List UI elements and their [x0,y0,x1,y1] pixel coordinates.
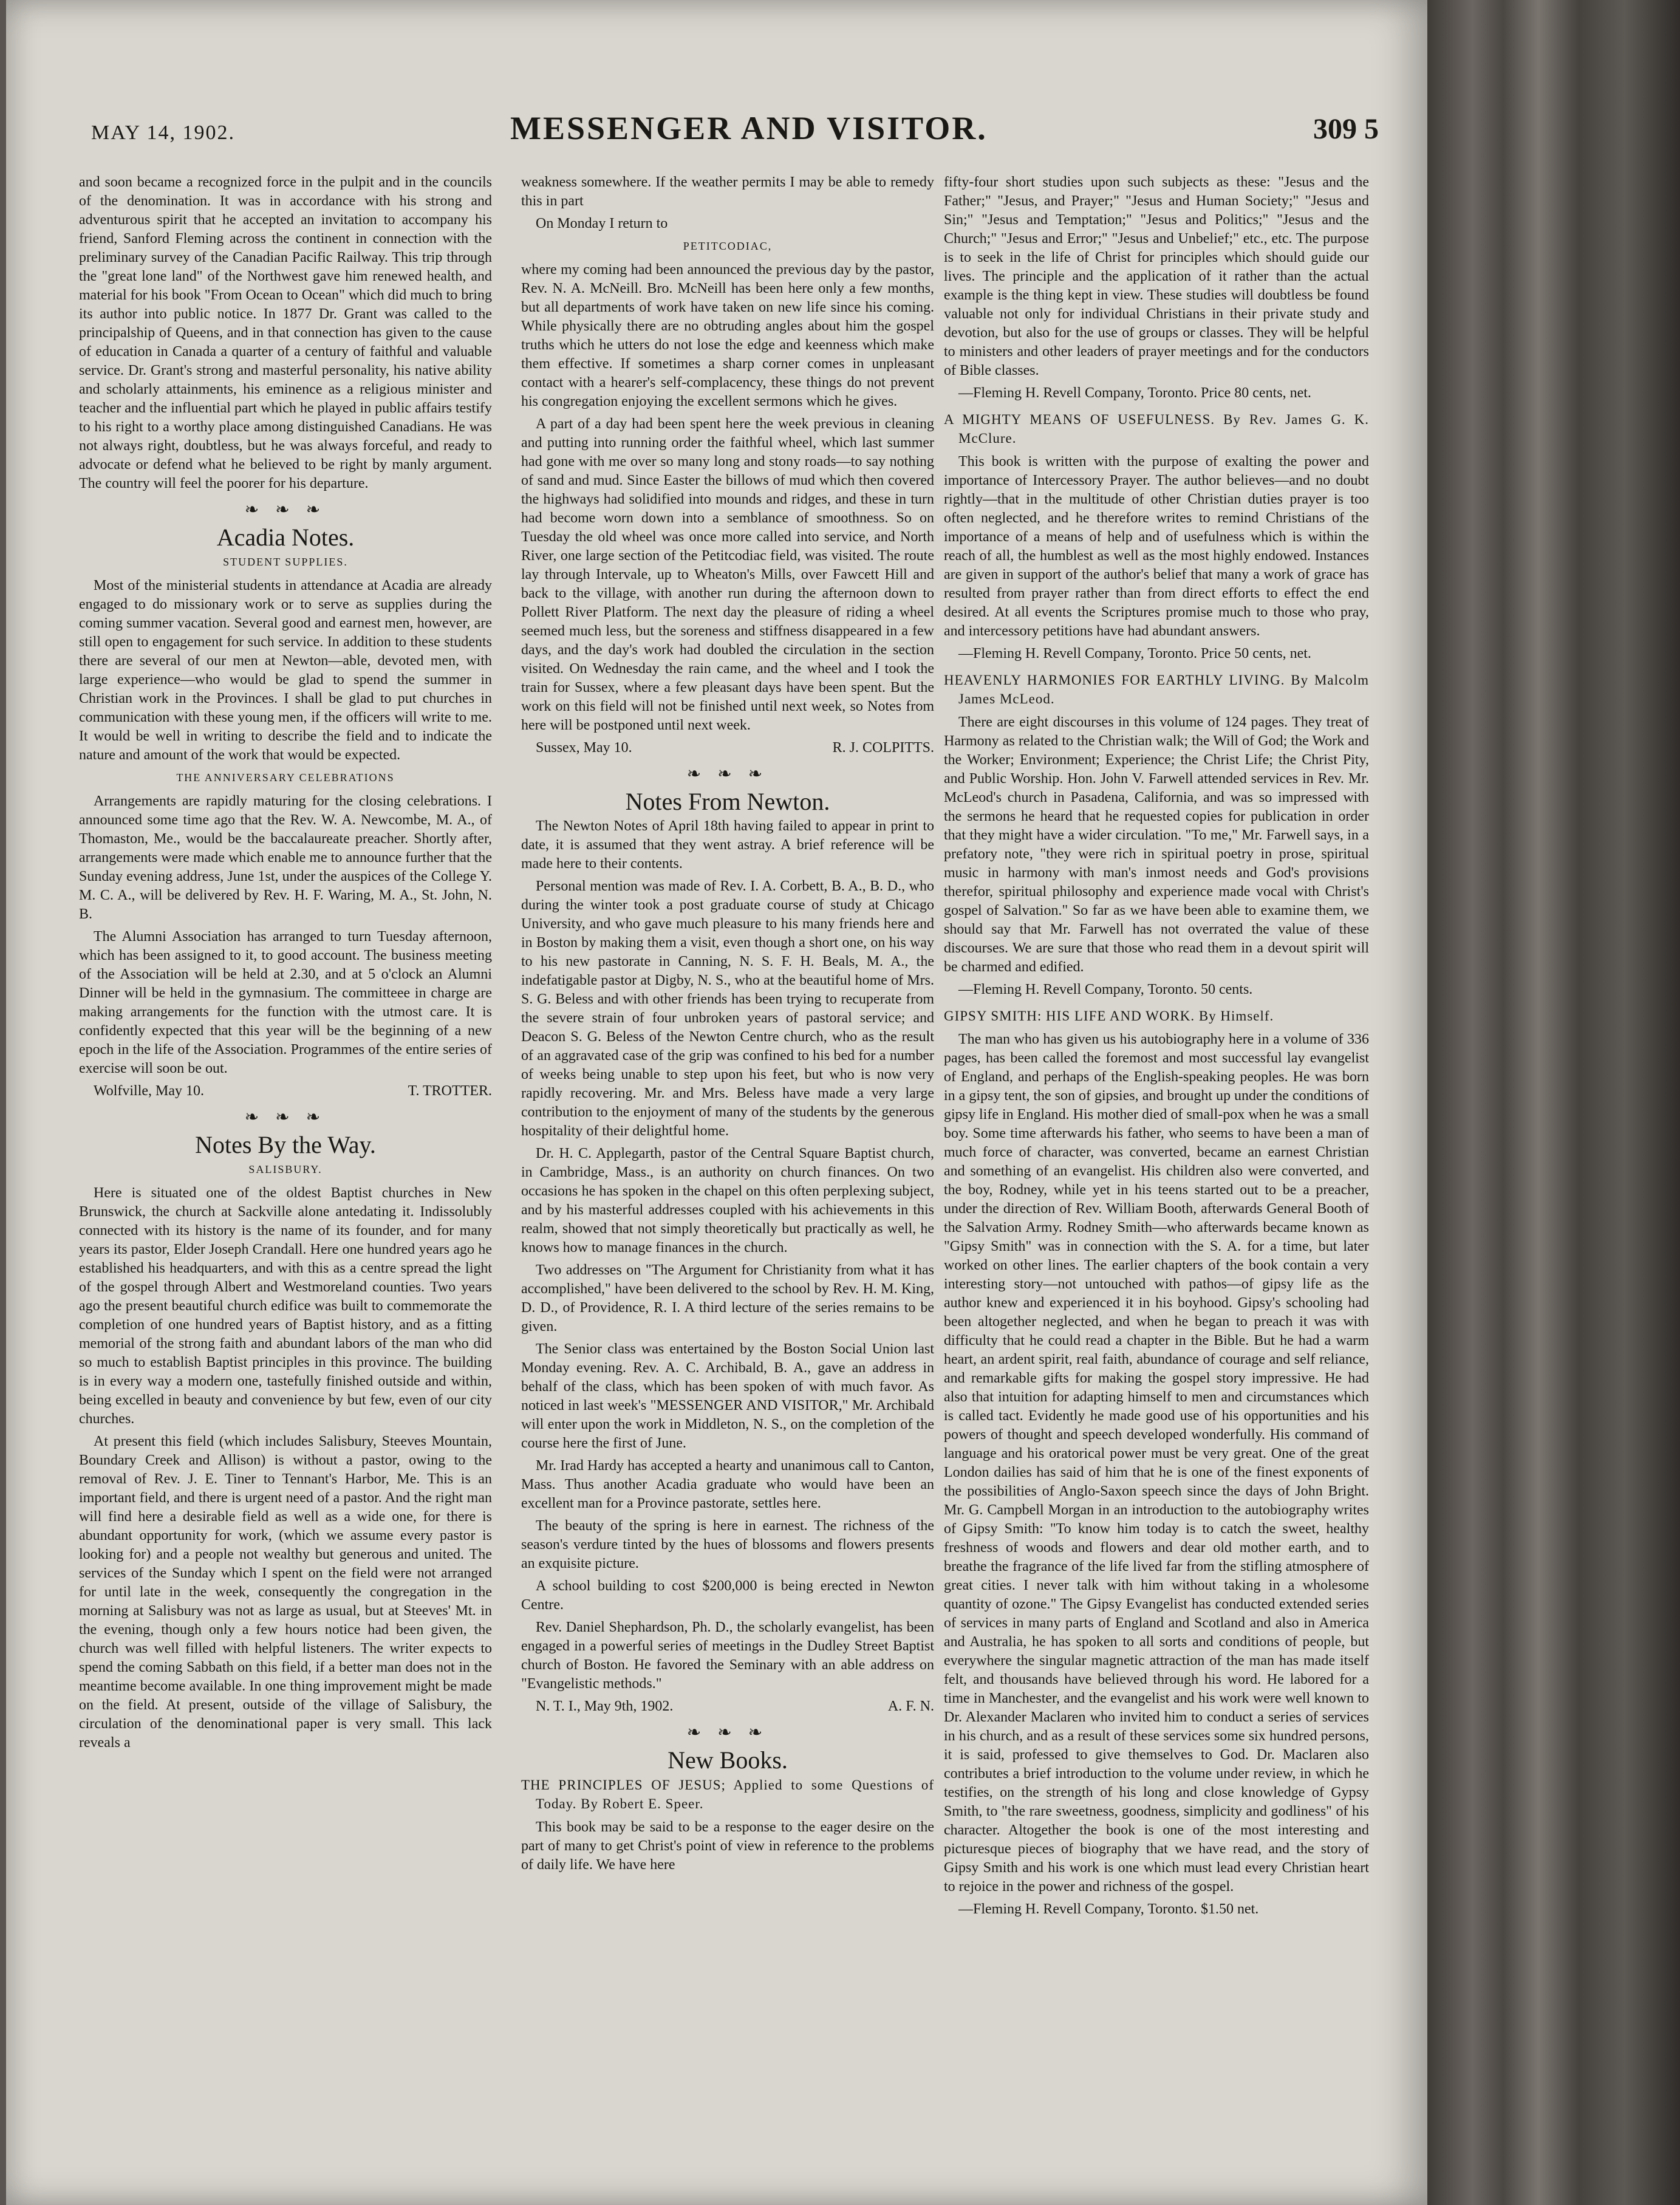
paragraph: fifty-four short studies upon such subjects as these: "Jesus and the Father;" "Jesus, and Prayer;" "Jesus and Human Society;" "Jesus and Sin;" "Jesus and Temptation;" "Jesus and Politics;" "Jesus and the Church;" "Jesus and Error;" "Jesus and Unbelief;" etc., etc. The purpose is to seek in the life of Christ for principles which should guide our lives. The principle and the application of it rather than the actual example is the thing kept in view. These studies will doubtless be found valuable not only for individual Christians in their private study and devotion, but also for the use of groups or classes. They will be helpful to ministers and other leaders of prayer meetings and for the conductors of Bible classes. [944,174,1369,378]
subheading-anniversary: THE ANNIVERSARY CELEBRATIONS [176,771,395,784]
subheading-salisbury: SALISBURY. [248,1163,323,1175]
publisher-credit: —Fleming H. Revell Company, Toronto. $1.50 net. [958,1901,1259,1917]
book-title: THE PRINCIPLES OF JESUS; Applied to some Questions of Today. By Robert E. Speer. [521,1777,934,1811]
section-heading-new-books: New Books. [668,1746,788,1774]
paragraph: weakness somewhere. If the weather permits I may be able to remedy this in part [521,174,934,209]
book-title: A MIGHTY MEANS OF USEFULNESS. By Rev. James G. K. McClure. [944,412,1369,446]
paragraph: Two addresses on "The Argument for Christianity from what it has accomplished," have been delivered to the school by Rev. H. M. King, D. D., of Providence, R. I. A third lecture of the series remains to be given. [521,1262,934,1335]
column-2 [521,173,934,1878]
signature-line [521,1697,934,1716]
book-title: GIPSY SMITH: HIS LIFE AND WORK. By Himself. [944,1008,1274,1024]
newspaper-page [6,0,1427,2205]
signature-line [521,739,934,757]
section-heading-notes-by-the-way: Notes By the Way. [195,1131,376,1158]
column-3 [944,173,1369,1926]
paragraph: There are eight discourses in this volume of 124 pages. They treat of Harmony as related to the Christian walk; the Will of God; the Work and the Worker; Environment; Experience; the Christ Life; the Christ Pity, and Public Worship. Hon. John V. Farwell attended services in Rev. Mr. McLeod's church in Pasadena, California, and was so impressed with the sermons he heard that he requested copies for publication in order that they might have a wider circulation. "To me," Mr. Farwell says, in a prefatory note, "they were rich in spiritual poetry in prose, spiritual music in harmony with man's inmost needs and God's provisions therefor, spiritual philosophy and experience made vocal with Christ's gospel of Salvation." So far as we have been able to examine them, we should say that Mr. Farwell has not overrated the value of these discourses. We are sure that those who read them in a devout spirit will be charmed and edified. [944,714,1369,975]
signature-place: Wolfville, May 10. [94,1083,205,1099]
column-1 [79,173,492,1756]
subheading-petitcodiac: PETITCODIAC, [683,240,773,252]
section-ornament: ❧ ❧ ❧ [244,501,327,519]
paragraph: Dr. H. C. Applegarth, pastor of the Central Square Baptist church, in Cambridge, Mass., is an authority on church finances. On two occasions he has spoken in the chapel on this often perplexing subject, and by his masterful addresses coupled with his achievements in this realm, showed that not simply theoretically but practically as well, he knows how to manage finances in the church. [521,1146,934,1256]
section-ornament: ❧ ❧ ❧ [686,1723,769,1742]
publisher-credit: —Fleming H. Revell Company, Toronto. Price 80 cents, net. [958,385,1311,401]
section-heading-acadia-notes: Acadia Notes. [216,524,355,551]
signature-author: R. J. COLPITTS. [832,740,934,756]
paragraph: The Senior class was entertained by the Boston Social Union last Monday evening. Rev. A. C. Archibald, B. A., gave an address in behalf of the class, which has been spoken of with much favor. As noticed in last week's "MESSENGER AND VISITOR," Mr. Archibald will enter upon the work in Middleton, N. S., on the completion of the course here the first of June. [521,1341,934,1451]
paragraph: Rev. Daniel Shephardson, Ph. D., the scholarly evangelist, has been engaged in a powerful series of meetings in the Dudley Street Baptist church of Boston. He favored the Seminary with an able address on "Evangelistic methods." [521,1619,934,1692]
paragraph: Mr. Irad Hardy has accepted a hearty and unanimous call to Canton, Mass. Thus another Acadia graduate who would have been an excellent man for a Province pastorate, settles here. [521,1458,934,1511]
signature-line [79,1082,492,1101]
section-ornament: ❧ ❧ ❧ [244,1108,327,1127]
signature-author: A. F. N. [887,1698,934,1714]
paragraph: Most of the ministerial students in attendance at Acadia are already engaged to do missionary work or to serve as supplies during the coming summer vacation. Several good and earnest men, however, are still open to engagement for such service. In addition to these students there are several of our men at Newton—able, devoted men, with large experience—who would be glad to spend the summer in Christian work in the Provinces. I shall be glad to put churches in communication with these young men, if the officers will write to me. It would be well in writing to describe the field and to indicate the nature and amount of the work that would be expected. [79,578,492,763]
paragraph: The Newton Notes of April 18th having failed to appear in print to date, it is assumed that they went astray. A brief reference will be made here to their contents. [521,818,934,872]
paragraph: The man who has given us his autobiography here in a volume of 336 pages, has been called the foremost and most successful lay evangelist of England, and perhaps of the English-speaking peoples. He was born in a gipsy tent, the son of gipsies, and brought up under the conditions of gipsy life in England. His mother died of small-pox when he was a small boy. Some time afterwards his father, who seems to have been a man of much force of character, was converted, became an earnest Christian and something of an evangelist. His children also were converted, and the boy, Rodney, while yet in his teens started out to be a preacher, under the direction of Rev. William Booth, afterwards General Booth of the Salvation Army. Rodney Smith—who afterwards became known as "Gipsy Smith" was in connection with the S. A. for a time, but later worked on other lines. The earlier chapters of the book contain a very interesting story—not untouched with pathos—of gipsy life as the author knew and experienced it in his boyhood. Gipsy's schooling had been altogether neglected, and when he began to preach it was with difficulty that he could read a chapter in the Bible. But he had a warm heart, an ardent spirit, real faith, abundance of courage and self reliance, and remarkable gifts for making the gospel story impressive. He had also that intuition for adapting himself to men and circumstances which is called tact. Evidently he made good use of his opportunities and his powers of thought and speech developed wonderfully. His command of language and his oratorical power must be very great. One of the great London dailies has said of him that he is one of the finest exponents of the possibilities of Anglo-Saxon speech since the days of John Bright. Mr. G. Campbell Morgan in an introduction to the autobiography writes of Gipsy Smith: "To know him today is to catch the sweet, healthy freshness of woods and flowers and dear old mother earth, and to breathe the fragrance of the life lived far from the stifling atmosphere of great cities. I never talk with him without taking in a wholesome quantity of ozone." The Gipsy Evangelist has conducted extended series of services in many parts of England and Scotland and also in America and Australia, he has spoken to all sorts and conditions of people, but everywhere the singular magnetic attraction of the man has made itself felt, and thousands have believed through his word. He labored for a time in Manchester, and the evangelist and his work were well known to Dr. Alexander Maclaren who invited him to conduct a series of services in his church, and as a result of these services some six hundred persons, it is said, professed to give themselves to God. Dr. Maclaren also contributes a brief introduction to the volume under review, in which he testifies, on the strength of his long and close knowledge of Gypsy Smith, to "the rare sweetness, goodness, simplicity and godliness" of his character. Altogether the book is one of the most interesting and picturesque pieces of biography that we have read, and the story of Gipsy Smith and his work is one which must lead every Christian heart to rejoice in the power and richness of the gospel. [944,1031,1369,1895]
paragraph: The Alumni Association has arranged to turn Tuesday afternoon, which has been assigned to it, to good account. The business meeting of the Association will be held at 2.30, and at 5 o'clock an Alumni Dinner will be held in the gymnasium. The committeee in charge are making arrangements for the function with the utmost care. It is confidently expected that this year will be the beginning of a new epoch in the life of the Association. Programmes of the entire series of exercise will soon be out. [79,929,492,1076]
paragraph: At present this field (which includes Salisbury, Steeves Mountain, Boundary Creek and Allison) is without a pastor, owing to the removal of Rev. J. E. Tiner to Tennant's Harbor, Me. This is an important field, and there is urgent need of a pastor. And the right man will find here a desirable field as well as a wide one, for there is abundant opportunity for work, (which we assume every pastor is looking for) and a people not wealthy but generous and united. The services of the Sunday which I spent on the field were not arranged for until late in the week, consequently the congregation in the morning at Salisbury was not as large as usual, but at Steeves' Mt. in the evening, though only a few hours notice had been given, the church was well filled with helpful listeners. The writer expects to spend the coming Sabbath on this field, if a better man does not in the meantime become available. In one thing improvement might be made on the field. At present, outside of the village of Salisbury, the circulation of the denominational paper is very small. This lack reveals a [79,1434,492,1751]
publisher-credit: —Fleming H. Revell Company, Toronto. 50 cents. [958,982,1253,997]
paragraph: A part of a day had been spent here the week previous in cleaning and putting into running order the faithful wheel, which last summer had gone with me over so many long and stony roads—to say nothing of sand and mud. Since Easter the billows of mud which then covered the highways had solidified into mounds and ridges, and these in turn had become worn down into a semblance of smoothness. So on Tuesday the old wheel was once more called into service, and North River, one large section of the Petitcodiac field, was visited. The route lay through Intervale, up to Wheaton's Mills, over Fawcett Hill and back to the village, with another run during the afternoon down to Pollett River Platform. The next day the pleasure of riding a wheel seemed much less, but the soreness and stiffness disappeared in a few days, and the day's work had doubled the circulation in the section visited. On Wednesday the rain came, and the wheel and I took the train for Sussex, where a few pleasant days have been spent. But the work on this field will not be finished until next week, so Notes from here will be postponed until next week. [521,416,934,733]
paragraph: A school building to cost $200,000 is being erected in Newton Centre. [521,1578,934,1613]
book-page-edge [1427,0,1680,2205]
masthead-title: MESSENGER AND VISITOR. [510,110,988,146]
signature-place: Sussex, May 10. [536,740,632,756]
book-title: HEAVENLY HARMONIES FOR EARTHLY LIVING. By Malcolm James McLeod. [944,672,1369,706]
paragraph: where my coming had been announced the previous day by the pastor, Rev. N. A. McNeill. Bro. McNeill has been here only a few months, but all departments of work have taken on new life since his coming. While physically there are no obtruding angles about him the gospel truths which he utters do not lose the edge and keenness which make them effective. If sometimes a sharp corner comes in unpleasant contact with a hearer's self-complacency, these things do not prevent his congregation enjoying the excellent sermons which he gives. [521,262,934,409]
issue-date: MAY 14, 1902. [91,121,235,144]
section-heading-notes-from-newton: Notes From Newton. [625,788,830,815]
paragraph: Here is situated one of the oldest Baptist churches in New Brunswick, the church at Sackville alone antedating it. Indissolubly connected with its history is the name of its founder, and for many years its pastor, Elder Joseph Crandall. Here one hundred years ago he established his headquarters, and with this as a centre spread the light of the gospel through Albert and Westmoreland counties. Two years ago the present beautiful church edifice was built to commemorate the completion of one hundred years of Baptist history, and as a fitting memorial of the strong faith and abundant labors of the man who did so much to establish Baptist principles in this province. The building is in every way a modern one, tastefully finished outside and within, being excelled in beauty and convenience by but few, even of our city churches. [79,1185,492,1427]
publisher-credit: —Fleming H. Revell Company, Toronto. Price 50 cents, net. [958,646,1311,662]
paragraph: This book is written with the purpose of exalting the power and importance of Intercessory Prayer. The author believes—and no doubt rightly—that in the multitude of other Christian duties prayer is too often neglected, and he therefore writes to remind Christians of the importance of a means of help and of usefulness which is within the reach of all, the humblest as well as the most highly endowed. Instances are given in support of the author's belief that many a work of grace has resulted from prayer rather than from direct efforts to effect the end desired. At all events the Scriptures promise much to those who pray, and intercessory petitions have had abundant answers. [944,454,1369,639]
subheading-student-supplies: STUDENT SUPPLIES. [223,556,348,568]
paragraph: Arrangements are rapidly maturing for the closing celebrations. I announced some time ago that the Rev. W. A. Newcombe, M. A., of Thomaston, Me., would be the baccalaureate preacher. Shortly after, arrangements were made which enable me to announce further that the Sunday evening address, June 1st, under the auspices of the College Y. M. C. A., will be delivered by Rev. H. F. Waring, M. A., St. John, N. B. [79,793,492,922]
signature-author: T. TROTTER. [408,1083,492,1099]
paragraph: The beauty of the spring is here in earnest. The richness of the season's verdure tinted by the hues of blossoms and flowers presents an exquisite picture. [521,1518,934,1571]
paragraph: On Monday I return to [536,216,668,231]
paragraph: and soon became a recognized force in the pulpit and in the councils of the denomination. It was in accordance with his strong and adventurous spirit that he accepted an invitation to accompany his friend, Sanford Fleming across the continent in connection with the preliminary survey of the Canadian Pacific Railway. This trip through the "great lone land" of the Northwest gave him renewed health, and material for his book "From Ocean to Ocean" which did much to bring its author into public notice. In 1877 Dr. Grant was called to the principalship of Queens, and in that connection has given to the cause of education in Canada a quarter of a century of faithful and valuable service. Dr. Grant's strong and masterful personality, his native ability and scholarly attainments, his eminence as a religious minister and teacher and the influential part which he played in public affairs testify to his right to a worthy place among distinguished Canadians. He was not always right, doubtless, but he was always forceful, and ready to advocate or defend what he believed to be right by manly argument. The country will feel the poorer for his departure. [79,174,492,491]
page-number: 309 5 [1313,113,1379,145]
page-header [91,109,1379,152]
paragraph: Personal mention was made of Rev. I. A. Corbett, B. A., B. D., who during the winter took a post graduate course of study at Chicago University, and who gave much pleasure to his many friends here and in Boston by making them a visit, even though a short one, on his way to his new pastorate in Canning, N. S. F. H. Beals, M. A., the indefatigable pastor at Digby, N. S., who at the beautiful home of Mrs. S. G. Beless and with other friends has been trying to recuperate from the severe strain of four unbroken years of pastoral service; and Deacon S. G. Beless of the Newton Centre church, who as the result of an aggravated case of the grip was confined to his bed for a number of weeks being unable to step upon his feet, but who is now very rapidly recovering. Mr. and Mrs. Beless have made a very large contribution to the enjoyment of many of the students by the generous hospitality of their delightful home. [521,878,934,1139]
section-ornament: ❧ ❧ ❧ [686,765,769,784]
paragraph: This book may be said to be a response to the eager desire on the part of many to get Christ's point of view in reference to the problems of daily life. We have here [521,1819,934,1873]
signature-place: N. T. I., May 9th, 1902. [536,1698,674,1714]
